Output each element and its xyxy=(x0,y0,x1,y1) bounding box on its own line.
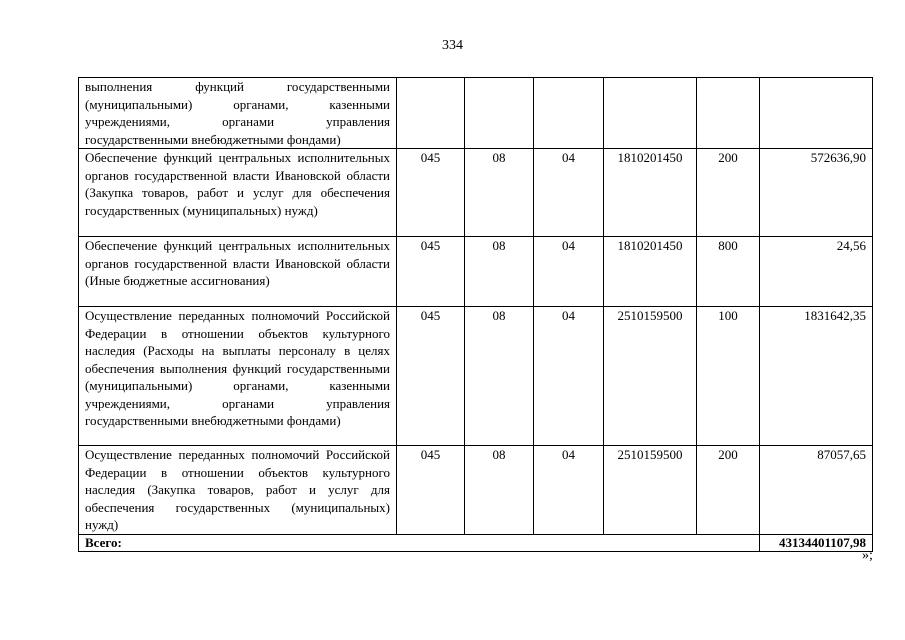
row-description: Обеспечение функций центральных исполнительных органов государственной власти Ивановской области (Закупка товаров, работ и услуг для обеспечения государственных (муниципальных) нужд) xyxy=(79,149,397,237)
target-article-code xyxy=(604,78,697,149)
row-description: Осуществление переданных полномочий Российской Федерации в отношении объектов культурного наследия (Расходы на выплаты персоналу в целях обеспечения выполнения функций государственными (муниципальными) органами, казенными учреждениями, органами управления государственными внебюджетными фондами) xyxy=(79,307,397,446)
target-article-code: 1810201450 xyxy=(604,149,697,237)
section-code xyxy=(465,78,534,149)
table-row xyxy=(79,307,873,446)
expense-type-code: 800 xyxy=(697,237,760,307)
subsection-code: 04 xyxy=(534,237,604,307)
ministry-code: 045 xyxy=(397,237,465,307)
table-row xyxy=(79,78,873,149)
total-label: Всего: xyxy=(79,534,760,551)
section-code: 08 xyxy=(465,237,534,307)
subsection-code: 04 xyxy=(534,446,604,535)
ministry-code: 045 xyxy=(397,149,465,237)
target-article-code: 1810201450 xyxy=(604,237,697,307)
row-description: Обеспечение функций центральных исполнительных органов государственной власти Ивановской области (Иные бюджетные ассигнования) xyxy=(79,237,397,307)
expense-type-code: 100 xyxy=(697,307,760,446)
amount-value xyxy=(760,78,873,149)
target-article-code: 2510159500 xyxy=(604,307,697,446)
ministry-code: 045 xyxy=(397,307,465,446)
target-article-code: 2510159500 xyxy=(604,446,697,535)
subsection-code: 04 xyxy=(534,149,604,237)
section-code: 08 xyxy=(465,446,534,535)
expense-type-code xyxy=(697,78,760,149)
row-description: выполнения функций государственными (муниципальными) органами, казенными учреждениями, органами управления государственными внебюджетными фондами) xyxy=(79,78,397,149)
amount-value: 1831642,35 xyxy=(760,307,873,446)
ministry-code xyxy=(397,78,465,149)
amount-value: 87057,65 xyxy=(760,446,873,535)
subsection-code xyxy=(534,78,604,149)
subsection-code: 04 xyxy=(534,307,604,446)
table-row xyxy=(79,237,873,307)
table-row xyxy=(79,149,873,237)
total-row xyxy=(79,534,873,551)
page-number: 334 xyxy=(442,38,463,53)
amount-value: 24,56 xyxy=(760,237,873,307)
closing-quote-mark: »; xyxy=(862,548,873,563)
total-amount: 43134401107,98 xyxy=(760,534,873,551)
ministry-code: 045 xyxy=(397,446,465,535)
row-description: Осуществление переданных полномочий Российской Федерации в отношении объектов культурного наследия (Закупка товаров, работ и услуг для обеспечения государственных (муниципальных) нужд) xyxy=(79,446,397,535)
expense-type-code: 200 xyxy=(697,149,760,237)
section-code: 08 xyxy=(465,307,534,446)
budget-table xyxy=(78,77,873,552)
expense-type-code: 200 xyxy=(697,446,760,535)
amount-value: 572636,90 xyxy=(760,149,873,237)
section-code: 08 xyxy=(465,149,534,237)
table-row xyxy=(79,446,873,535)
